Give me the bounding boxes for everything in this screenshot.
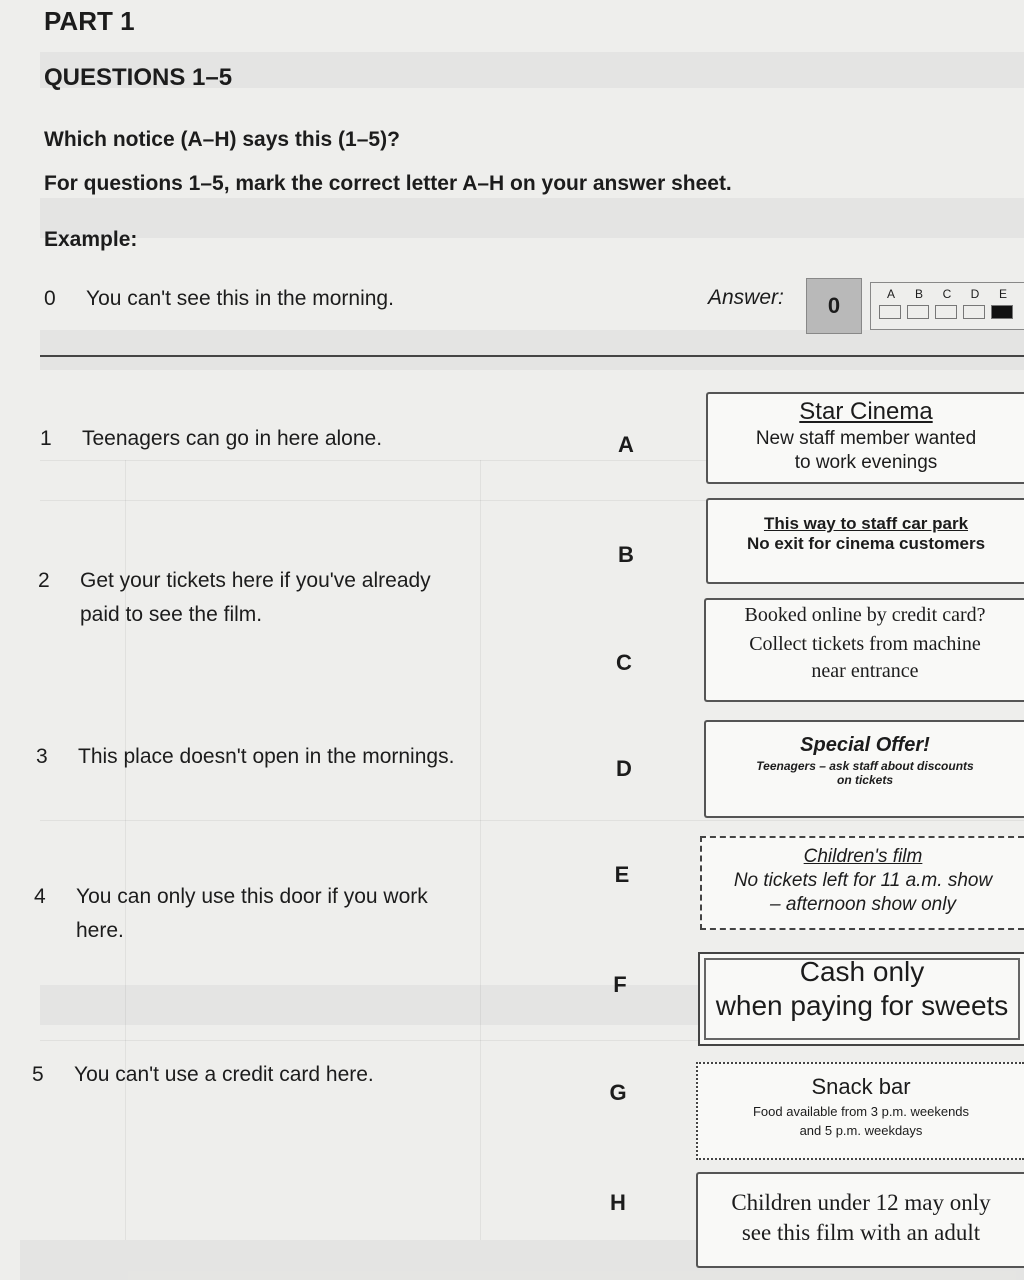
option-box bbox=[963, 305, 985, 319]
question-text: You can't see this in the morning. bbox=[86, 287, 394, 310]
notice-b bbox=[706, 498, 1024, 584]
question-text-line: You can only use this door if you work bbox=[76, 885, 428, 908]
option-letter: D bbox=[970, 287, 980, 301]
notice-letter-c: C bbox=[616, 650, 632, 675]
answer-option-e bbox=[991, 287, 1015, 319]
example-answer-box bbox=[806, 278, 1024, 334]
notice-g bbox=[696, 1062, 1024, 1160]
notice-text: New staff member wanted bbox=[755, 428, 977, 449]
notice-text: Collect tickets from machine bbox=[749, 633, 981, 655]
answer-grid bbox=[870, 282, 1024, 330]
question-text: This place doesn't open in the mornings. bbox=[78, 745, 455, 768]
notice-text: Children under 12 may only bbox=[731, 1190, 991, 1215]
option-letter: E bbox=[998, 287, 1007, 301]
questions-heading: QUESTIONS 1–5 bbox=[44, 64, 233, 91]
show-through-band bbox=[40, 198, 1024, 238]
question-text bbox=[80, 564, 520, 632]
notice-title: Snack bar bbox=[811, 1074, 911, 1099]
answer-option-a bbox=[879, 287, 903, 319]
example-label: Example: bbox=[44, 228, 138, 251]
answer-number: 0 bbox=[806, 278, 862, 334]
notice-f bbox=[698, 952, 1024, 1046]
option-box-selected bbox=[991, 305, 1013, 319]
question-text-line: here. bbox=[76, 919, 124, 942]
question-number: 1 bbox=[40, 427, 52, 450]
question-number: 4 bbox=[34, 885, 46, 908]
notice-title: Special Offer! bbox=[800, 734, 930, 756]
option-letter: B bbox=[914, 287, 923, 301]
notice-text: and 5 p.m. weekdays bbox=[799, 1123, 923, 1138]
question-text: You can't use a credit card here. bbox=[74, 1063, 374, 1086]
answer-label: Answer: bbox=[708, 286, 784, 309]
notice-title: Children's film bbox=[803, 846, 923, 867]
notice-a bbox=[706, 392, 1024, 484]
option-box bbox=[879, 305, 901, 319]
answer-option-b bbox=[907, 287, 931, 319]
question-number: 3 bbox=[36, 745, 48, 768]
notice-text: near entrance bbox=[811, 660, 919, 682]
answer-option-d bbox=[963, 287, 987, 319]
notice-letter-f: F bbox=[613, 972, 627, 997]
notice-text: Booked online by credit card? bbox=[744, 604, 986, 626]
notice-text: when paying for sweets bbox=[715, 990, 1009, 1021]
notice-letter-g: G bbox=[609, 1080, 627, 1105]
notice-letter-e: E bbox=[614, 862, 630, 887]
notice-letter-b: B bbox=[618, 542, 634, 567]
instruction-line-2: For questions 1–5, mark the correct letter A–H on your answer sheet. bbox=[44, 172, 732, 195]
option-box bbox=[907, 305, 929, 319]
notice-text: No tickets left for 11 a.m. show bbox=[733, 870, 993, 891]
notice-text: – afternoon show only bbox=[770, 894, 956, 915]
notice-c bbox=[704, 598, 1024, 702]
option-letter: A bbox=[886, 287, 895, 301]
show-through-band bbox=[40, 330, 1024, 370]
question-text: Teenagers can go in here alone. bbox=[82, 427, 383, 450]
question-number: 2 bbox=[38, 569, 50, 592]
notice-text: Food available from 3 p.m. weekends bbox=[752, 1104, 970, 1119]
question-number: 5 bbox=[32, 1063, 44, 1086]
question-text-line: Get your tickets here if you've already bbox=[80, 569, 431, 592]
question-text bbox=[76, 880, 516, 948]
question-number: 0 bbox=[44, 287, 56, 310]
notice-letter-a: A bbox=[618, 432, 634, 457]
notice-letter-h: H bbox=[610, 1190, 626, 1215]
notice-text: No exit for cinema customers bbox=[746, 534, 986, 553]
instruction-line-1: Which notice (A–H) says this (1–5)? bbox=[44, 128, 400, 151]
notice-title: This way to staff car park bbox=[763, 514, 969, 533]
notice-text: Teenagers – ask staff about discounts bbox=[756, 759, 974, 773]
option-letter: C bbox=[942, 287, 952, 301]
notice-title: Star Cinema bbox=[799, 398, 933, 425]
notice-text: on tickets bbox=[836, 773, 893, 787]
notice-text: Cash only bbox=[799, 956, 925, 987]
question-text-line: paid to see the film. bbox=[80, 603, 263, 626]
notice-text: to work evenings bbox=[794, 452, 938, 473]
notice-e bbox=[700, 836, 1024, 930]
show-through-line bbox=[40, 820, 1024, 821]
part-heading: PART 1 bbox=[44, 6, 135, 36]
notice-letter-d: D bbox=[616, 756, 632, 781]
notice-text: see this film with an adult bbox=[741, 1220, 981, 1245]
notice-d bbox=[704, 720, 1024, 818]
notice-h bbox=[696, 1172, 1024, 1268]
answer-option-c bbox=[935, 287, 959, 319]
section-divider bbox=[40, 355, 1024, 357]
option-box bbox=[935, 305, 957, 319]
